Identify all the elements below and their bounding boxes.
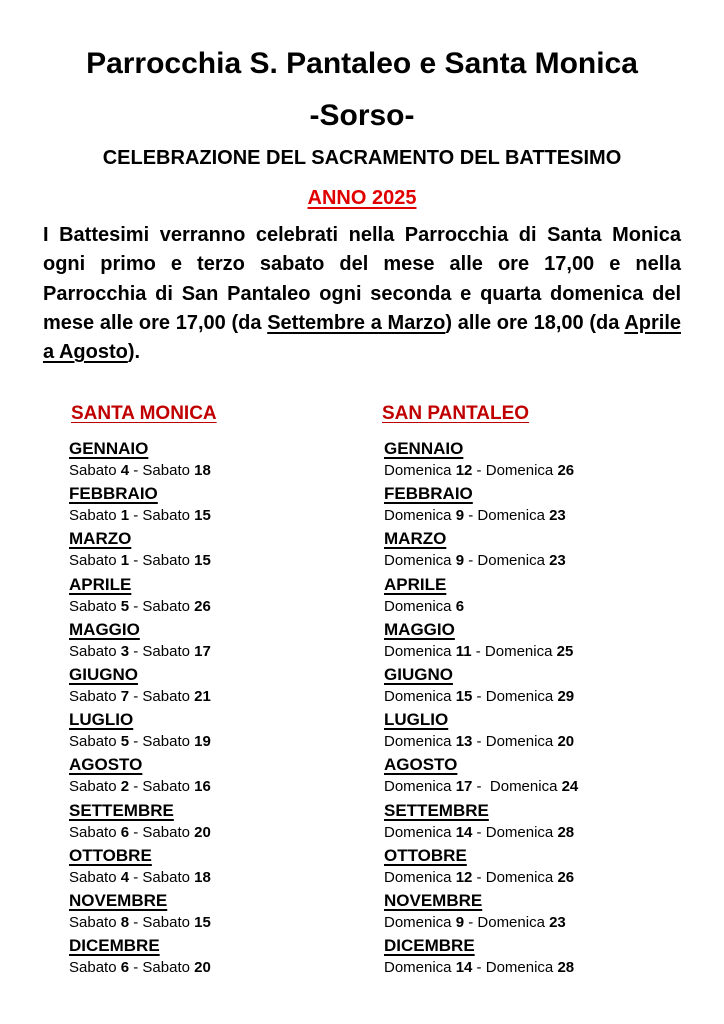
month-entry xyxy=(69,709,217,754)
date-label: Sabato xyxy=(142,642,195,660)
date-day: 23 xyxy=(549,913,566,931)
date-label: Domenica xyxy=(477,552,550,570)
date-day: 12 xyxy=(455,868,473,886)
date-label: Domenica xyxy=(489,778,562,796)
date-day: 15 xyxy=(194,507,211,525)
month-name: MAGGIO xyxy=(69,619,140,639)
month-name: APRILE xyxy=(69,574,132,594)
month-entry xyxy=(69,619,217,664)
date-separator: - xyxy=(129,913,143,931)
date-day: 12 xyxy=(455,462,473,479)
date-day: 15 xyxy=(194,913,211,931)
date-label: Domenica xyxy=(485,959,558,977)
date-label: Sabato xyxy=(69,913,121,931)
san-pantaleo-heading: SAN PANTALEO xyxy=(382,403,530,424)
date-label: Sabato xyxy=(69,552,121,570)
san-pantaleo-months xyxy=(384,438,578,980)
month-entry xyxy=(384,483,578,528)
date-separator: - xyxy=(464,507,478,525)
month-name: GENNAIO xyxy=(69,439,149,458)
month-entry xyxy=(384,619,578,664)
date-separator: - xyxy=(129,642,143,660)
date-label: Domenica xyxy=(384,597,456,615)
date-day: 20 xyxy=(194,823,211,841)
date-label: Domenica xyxy=(384,733,456,751)
town-subtitle: -Sorso- xyxy=(309,99,415,132)
date-day: 1 xyxy=(120,552,130,570)
date-separator: - xyxy=(472,868,486,886)
date-separator: - xyxy=(129,868,143,886)
date-day: 20 xyxy=(194,959,211,977)
baptism-dates xyxy=(384,731,578,753)
month-name: MARZO xyxy=(69,529,132,549)
date-separator: - xyxy=(129,462,143,479)
month-entry xyxy=(69,438,217,483)
date-label: Domenica xyxy=(384,507,456,525)
date-label: Sabato xyxy=(142,552,195,570)
month-entry xyxy=(69,483,217,528)
baptism-dates xyxy=(69,867,217,889)
date-separator: - xyxy=(472,959,486,977)
date-day: 13 xyxy=(455,733,473,751)
date-label: Domenica xyxy=(384,687,456,705)
month-name: AGOSTO xyxy=(384,755,458,775)
month-entry xyxy=(384,438,578,483)
baptism-dates xyxy=(384,867,578,889)
month-name: MARZO xyxy=(384,529,447,549)
date-label: Sabato xyxy=(142,733,195,751)
date-label: Sabato xyxy=(69,687,121,705)
baptism-dates xyxy=(69,957,217,979)
date-day: 4 xyxy=(120,462,130,479)
santa-monica-heading: SANTA MONICA xyxy=(71,403,217,424)
date-day: 8 xyxy=(120,913,130,931)
month-entry xyxy=(384,528,578,573)
date-label: Sabato xyxy=(69,868,121,886)
month-name: LUGLIO xyxy=(384,710,449,730)
month-name: GENNAIO xyxy=(384,439,464,458)
baptism-dates xyxy=(384,641,578,663)
baptism-dates xyxy=(69,731,217,753)
month-entry xyxy=(384,754,578,799)
date-day: 2 xyxy=(120,778,130,796)
date-day: 15 xyxy=(455,687,473,705)
date-separator: - xyxy=(129,552,143,570)
date-separator: - xyxy=(472,823,486,841)
date-label: Domenica xyxy=(477,507,550,525)
month-name: GIUGNO xyxy=(69,664,138,684)
date-day: 6 xyxy=(455,597,465,615)
date-day: 17 xyxy=(455,778,473,796)
month-entry xyxy=(384,890,578,935)
date-separator: - xyxy=(129,687,143,705)
period-april-august: Aprile a Agosto xyxy=(43,311,681,364)
date-separator: - xyxy=(472,733,486,751)
month-name: SETTEMBRE xyxy=(384,800,489,820)
month-entry xyxy=(384,800,578,845)
baptism-dates xyxy=(384,686,578,708)
date-label: Domenica xyxy=(384,868,456,886)
date-label: Sabato xyxy=(142,913,195,931)
baptism-dates xyxy=(69,686,217,708)
date-day: 28 xyxy=(557,823,575,841)
baptism-dates xyxy=(384,957,578,979)
san-pantaleo-column xyxy=(384,402,578,980)
date-day: 26 xyxy=(194,597,211,615)
month-entry xyxy=(69,528,217,573)
date-label: Sabato xyxy=(69,733,121,751)
date-label: Sabato xyxy=(69,462,121,479)
month-entry xyxy=(69,935,217,980)
baptism-dates xyxy=(69,550,217,572)
date-label: Sabato xyxy=(69,597,121,615)
date-day: 7 xyxy=(120,687,130,705)
date-day: 20 xyxy=(557,733,575,751)
month-entry xyxy=(69,664,217,709)
month-name: DICEMBRE xyxy=(69,936,160,956)
date-label: Sabato xyxy=(142,462,195,479)
baptism-dates xyxy=(69,641,217,663)
parish-title: Parrocchia S. Pantaleo e Santa Monica xyxy=(86,47,638,80)
date-separator: - xyxy=(129,597,143,615)
santa-monica-column xyxy=(69,402,217,980)
month-name: FEBBRAIO xyxy=(384,484,473,504)
date-label: Domenica xyxy=(485,462,558,479)
month-entry xyxy=(69,800,217,845)
date-label: Domenica xyxy=(485,733,558,751)
date-day: 26 xyxy=(557,868,575,886)
date-label: Sabato xyxy=(69,959,121,977)
date-separator: - xyxy=(129,823,143,841)
date-label: Domenica xyxy=(384,913,456,931)
santa-monica-months xyxy=(69,438,217,980)
month-entry xyxy=(69,754,217,799)
date-separator: - xyxy=(471,642,485,660)
month-entry xyxy=(69,845,217,890)
baptism-dates xyxy=(384,460,578,482)
date-day: 18 xyxy=(194,868,211,886)
date-label: Domenica xyxy=(384,778,456,796)
date-day: 5 xyxy=(120,597,130,615)
date-label: Sabato xyxy=(69,507,121,525)
date-label: Domenica xyxy=(485,823,558,841)
date-label: Sabato xyxy=(142,868,195,886)
date-day: 29 xyxy=(557,687,575,705)
baptism-dates xyxy=(384,596,578,618)
date-day: 9 xyxy=(455,552,465,570)
date-day: 9 xyxy=(455,913,465,931)
date-day: 5 xyxy=(120,733,130,751)
date-day: 26 xyxy=(557,462,575,479)
baptism-dates xyxy=(69,460,217,482)
month-name: OTTOBRE xyxy=(69,845,152,865)
date-separator: - xyxy=(129,507,143,525)
date-day: 14 xyxy=(455,959,473,977)
date-day: 23 xyxy=(549,552,566,570)
date-label: Sabato xyxy=(142,687,195,705)
baptism-dates xyxy=(69,505,217,527)
month-entry xyxy=(384,935,578,980)
month-name: GIUGNO xyxy=(384,664,453,684)
baptism-dates xyxy=(384,912,578,934)
date-label: Domenica xyxy=(485,687,558,705)
month-entry xyxy=(69,574,217,619)
date-separator: - xyxy=(472,462,486,479)
intro-paragraph: I Battesimi verranno celebrati nella Parrocchia di Santa Monica ogni primo e terzo sabato del mese alle ore 17,00 e nella Parrocchia di San Pantaleo ogni seconda e quarta domenica del mese alle ore 17,00 (da Settembre a Marzo) alle ore 18,00 (da Aprile a Agosto). xyxy=(43,224,681,364)
document-subject: CELEBRAZIONE DEL SACRAMENTO DEL BATTESIMO xyxy=(102,147,622,169)
date-separator: - xyxy=(129,778,143,796)
date-day: 14 xyxy=(455,823,473,841)
period-sept-march: Settembre a Marzo xyxy=(267,311,446,334)
date-day: 16 xyxy=(194,778,211,796)
month-name: MAGGIO xyxy=(384,619,455,639)
date-separator: - xyxy=(464,552,478,570)
date-day: 17 xyxy=(194,642,211,660)
date-label: Sabato xyxy=(142,823,195,841)
date-label: Sabato xyxy=(69,642,121,660)
date-separator: - xyxy=(472,687,486,705)
date-day: 1 xyxy=(120,507,130,525)
date-label: Sabato xyxy=(69,778,121,796)
month-name: APRILE xyxy=(384,574,447,594)
date-day: 24 xyxy=(561,778,579,796)
date-day: 6 xyxy=(120,823,130,841)
month-name: NOVEMBRE xyxy=(69,890,168,910)
baptism-dates xyxy=(384,776,578,798)
date-separator: - xyxy=(129,733,143,751)
date-day: 11 xyxy=(455,642,472,660)
date-label: Sabato xyxy=(142,959,195,977)
date-day: 3 xyxy=(120,642,130,660)
baptism-dates xyxy=(69,912,217,934)
date-label: Domenica xyxy=(384,823,456,841)
date-day: 21 xyxy=(194,687,211,705)
date-day: 15 xyxy=(194,552,211,570)
month-entry xyxy=(384,574,578,619)
date-day: 28 xyxy=(557,959,575,977)
baptism-dates xyxy=(384,505,578,527)
baptism-dates xyxy=(69,776,217,798)
date-label: Domenica xyxy=(384,642,456,660)
baptism-dates xyxy=(69,596,217,618)
date-label: Sabato xyxy=(142,778,195,796)
date-separator: - xyxy=(129,959,143,977)
date-label: Sabato xyxy=(142,597,195,615)
date-label: Domenica xyxy=(484,642,557,660)
month-entry xyxy=(384,709,578,754)
date-label: Domenica xyxy=(384,552,456,570)
month-name: NOVEMBRE xyxy=(384,890,483,910)
month-entry xyxy=(69,890,217,935)
date-separator: - xyxy=(464,913,478,931)
year-heading: ANNO 2025 xyxy=(307,187,417,209)
date-day: 19 xyxy=(194,733,211,751)
date-label: Sabato xyxy=(142,507,195,525)
date-label: Domenica xyxy=(384,462,456,479)
date-day: 25 xyxy=(556,642,574,660)
month-name: DICEMBRE xyxy=(384,936,475,956)
date-separator: - xyxy=(472,778,490,796)
date-day: 6 xyxy=(120,959,130,977)
baptism-dates xyxy=(384,550,578,572)
month-name: LUGLIO xyxy=(69,710,134,730)
date-label: Domenica xyxy=(485,868,558,886)
date-label: Sabato xyxy=(69,823,121,841)
date-day: 4 xyxy=(120,868,130,886)
date-label: Domenica xyxy=(384,959,456,977)
baptism-dates xyxy=(384,822,578,844)
month-entry xyxy=(384,664,578,709)
date-day: 9 xyxy=(455,507,465,525)
month-name: AGOSTO xyxy=(69,755,143,775)
date-day: 18 xyxy=(194,462,211,479)
month-name: FEBBRAIO xyxy=(69,484,158,504)
month-entry xyxy=(384,845,578,890)
month-name: SETTEMBRE xyxy=(69,800,174,820)
date-label: Domenica xyxy=(477,913,550,931)
month-name: OTTOBRE xyxy=(384,845,467,865)
date-day: 23 xyxy=(549,507,566,525)
baptism-dates xyxy=(69,822,217,844)
